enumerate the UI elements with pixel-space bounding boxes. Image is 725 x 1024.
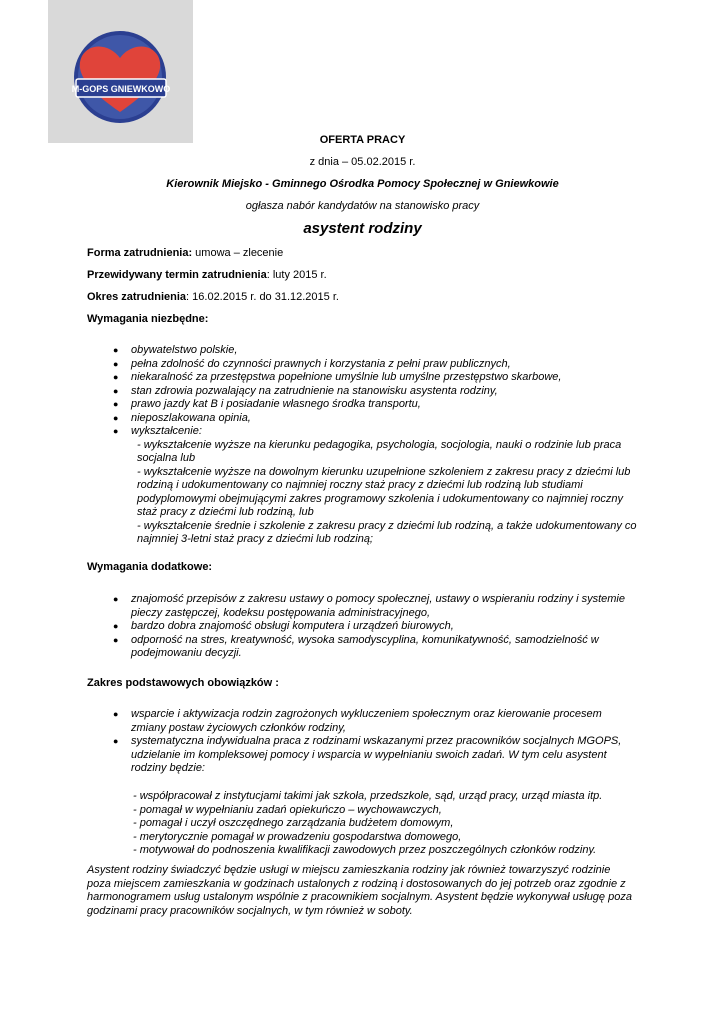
bullet-icon: ● (113, 372, 119, 382)
bullet-icon: ● (113, 399, 119, 409)
logo-text: M-GOPS GNIEWKOWO (71, 84, 171, 94)
employment-period-value: : 16.02.2015 r. do 31.12.2015 r. (186, 291, 339, 303)
list-item: ● wsparcie i aktywizacja rodzin zagrożonych wykluczeniem społecznym oraz kierowanie procesem zmiany postaw życiowych członków rodziny, (113, 708, 602, 734)
employment-term (87, 269, 327, 282)
list-item: ● znajomość przepisów z zakresu ustawy o pomocy społecznej, ustawy o wspieraniu rodziny i systemie pieczy zastępczej, kodeksu postępowania administracyjnego, (113, 593, 625, 619)
offer-date: z dnia – 05.02.2015 r. (309, 156, 416, 168)
list-item: ● nieposzlakowana opinia, (113, 411, 251, 424)
list-item: ● wykształcenie: - wykształcenie wyższe na kierunku pedagogika, psychologia, socjologia, nauki o rodzinie lub praca socjalna lub - wykształcenie wyższe na dowolnym kierunku uzupełnione szkoleniem z zakresu pracy z dziećmi lub rodziną i udokumentowany co najmniej roczny staż pracy z dziećmi lub rodziną lub studiami podyplomowymi obejmującymi zakres programowy szkolenia i udokumentowany co najmniej roczny staż pracy z dziećmi lub rodziną, lub - wykształcenie średnie i szkolenie z zakresu pracy z dziećmi lub rodziną, a także udokumentowany co najmniej 3-letni staż pracy z dziećmi lub rodziną; (113, 425, 643, 547)
employment-form (87, 247, 283, 260)
task-item: - współpracował z instytucjami takimi jak szkoła, przedszkole, sąd, urząd pracy, urząd miasta itp. (133, 790, 603, 802)
task-item: - pomagał i uczył oszczędnego zarządzania budżetem domowym, (133, 817, 454, 829)
duties-heading: Zakres podstawowych obowiązków : (87, 677, 279, 689)
additional-list (113, 593, 633, 661)
logo (48, 0, 193, 143)
task-item: - motywował do podnoszenia kwalifikacji zawodowych przez poszczególnych członków rodziny. (133, 844, 597, 856)
bullet-icon: ● (113, 358, 119, 369)
list-item: ● pełna zdolność do czynności prawnych i korzystania z pełni praw publicznych, (113, 357, 511, 370)
bullet-icon: ● (113, 709, 119, 719)
bullet-icon: ● (113, 634, 119, 645)
list-item: ● prawo jazdy kat B i posiadanie własnego środka transportu, (113, 398, 421, 410)
position-title: asystent rodziny (303, 220, 422, 237)
bullet-icon: ● (113, 412, 119, 423)
employment-period-label: Okres zatrudnienia (87, 291, 187, 303)
task-item: - pomagał w wypełnianiu zadań opiekuńczo – wychowawczych, (133, 803, 442, 816)
list-item: ● stan zdrowia pozwalający na zatrudnienie na stanowisku asystenta rodziny, (113, 384, 498, 397)
employment-term-value: : luty 2015 r. (266, 269, 327, 281)
list-item: ● systematyczna indywidualna praca z rodzinami wskazanymi przez pracowników socjalnych MGOPS, udzielanie im kompleksowej pomocy i wsparcia w wypełnianiu swoich zadań. W tym celu asystent rodziny będzie: (113, 735, 622, 774)
offer-title: OFERTA PRACY (319, 134, 406, 146)
duties-list (113, 708, 623, 776)
required-list (113, 344, 643, 547)
list-item: ● niekaralność za przestępstwa popełnione umyślnie lub umyślne przestępstwo skarbowe, (113, 371, 562, 383)
bullet-icon: ● (113, 594, 119, 604)
bullet-icon: ● (113, 345, 119, 355)
closing-paragraph: Asystent rodziny świadczyć będzie usługi w miejscu zamieszkania rodziny jak również towarzyszyć rodzinie poza miejscem zamieszkania w godzinach ustalonych z rodziną i dostosowanych do jej potrzeb oraz zgodnie z harmonogramem usług ustalonym wspólnie z pracownikiem socjalnym. Asystent będzie wykonywał usługę poza godzinami pracy pracowników socjalnych, w tym również w soboty. (87, 864, 632, 917)
logo-emblem (48, 0, 193, 143)
bullet-icon: ● (113, 385, 119, 396)
bullet-icon: ● (113, 426, 119, 436)
employment-form-label: Forma zatrudnienia: (87, 247, 193, 259)
education-option: - wykształcenie średnie i szkolenie z zakresu pracy z dziećmi lub rodziną, a także udokumentowany co najmniej 3-letni staż pracy z dziećmi lub rodziną; (137, 519, 637, 545)
education-option: - wykształcenie wyższe na kierunku pedagogika, psychologia, socjologia, nauki o rodzinie lub praca socjalna lub (137, 438, 622, 464)
education-option: - wykształcenie wyższe na dowolnym kierunku uzupełnione szkoleniem z zakresu pracy z dziećmi lub rodziną i udokumentowany co najmniej roczny staż pracy z dziećmi lub rodziną lub studiami podyplomowymi obejmującymi zakres programowy szkolenia i udokumentowany co najmniej roczny staż pracy z dziećmi lub rodziną, lub (137, 465, 631, 518)
list-item: ● obywatelstwo polskie, (113, 344, 238, 356)
list-item: ● odporność na stres, kreatywność, wysoka samodyscyplina, komunikatywność, samodzielność w podejmowaniu decyzji. (113, 633, 599, 659)
bullet-icon: ● (113, 621, 119, 631)
employer-name: Kierownik Miejsko - Gminnego Ośrodka Pomocy Społecznej w Gniewkowie (166, 178, 559, 190)
task-item: - merytorycznie pomagał w prowadzeniu gospodarstwa domowego, (133, 830, 462, 843)
list-item: ● bardzo dobra znajomość obsługi komputera i urządzeń biurowych, (113, 620, 454, 632)
duties-tasks (133, 790, 633, 858)
required-heading: Wymagania niezbędne: (87, 313, 209, 325)
employment-term-label: Przewidywany termin zatrudnienia (87, 269, 267, 281)
announcement-text: ogłasza nabór kandydatów na stanowisko pracy (245, 200, 480, 212)
bullet-icon: ● (113, 736, 119, 746)
employment-period (87, 291, 339, 304)
additional-heading: Wymagania dodatkowe: (87, 561, 213, 573)
employment-form-value: umowa – zlecenie (192, 247, 284, 259)
